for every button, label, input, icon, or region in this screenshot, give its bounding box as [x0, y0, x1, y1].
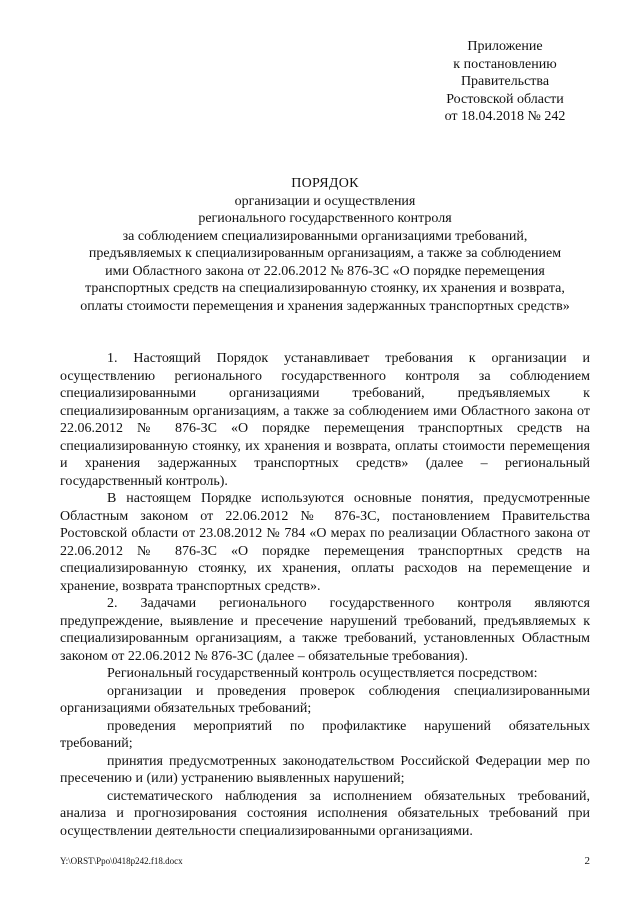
- document-body: [60, 350, 590, 840]
- appendix-line: от 18.04.2018 № 242: [444, 109, 566, 124]
- title-line: организации и осуществления: [234, 193, 416, 209]
- title-line: за соблюдением специализированными организациями требований,: [122, 228, 528, 244]
- body-paragraph: 2. Задачами регионального государственного контроля являются предупреждение, выявление и пресечение нарушений требований, предъявляемых к специализированным организациям, а также требований, установленных Областным законом от 22.06.2012 № 876-ЗС (далее – обязательные требования).: [60, 596, 590, 664]
- title-line: транспортных средств на специализированную стоянку, их хранения и возврата,: [85, 281, 565, 296]
- appendix-block: [420, 38, 590, 126]
- body-paragraph: Региональный государственный контроль осуществляется посредством:: [107, 666, 538, 681]
- title-line: регионального государственного контроля: [198, 211, 452, 226]
- file-path: Y:\ORST\Ppo\0418p242.f18.docx: [60, 856, 183, 866]
- title-line: предъявляемых к специализированным организациям, а также за соблюдением: [88, 246, 562, 261]
- title-line: ими Областного закона от 22.06.2012 № 876-ЗС «О порядке перемещения: [105, 263, 545, 279]
- appendix-line: к постановлению: [453, 56, 557, 72]
- appendix-line: Правительства: [460, 74, 550, 89]
- document-title: [60, 175, 590, 315]
- body-paragraph: организации и проведения проверок соблюдения специализированными организациями обязательных требований;: [60, 683, 590, 716]
- body-paragraph: систематического наблюдения за исполнением обязательных требований, анализа и прогнозирования состояния исполнения обязательных требований при осуществлении деятельности специализированными организациями.: [60, 788, 590, 839]
- page-number: 2: [584, 855, 590, 867]
- body-paragraph: проведения мероприятий по профилактике нарушений обязательных требований;: [60, 718, 590, 751]
- body-paragraph: принятия предусмотренных законодательством Российской Федерации мер по пресечению и (или) устранению выявленных нарушений;: [60, 753, 590, 786]
- title-line: оплаты стоимости перемещения и хранения задержанных транспортных средств»: [80, 298, 570, 314]
- appendix-line: Приложение: [467, 39, 543, 54]
- appendix-line: Ростовской области: [446, 91, 564, 107]
- body-paragraph: В настоящем Порядке используются основные понятия, предусмотренные Областным законом от 22.06.2012 № 876-ЗС, постановлением Правительства Ростовской области от 23.08.2012 № 784 «О мерах по реализации Областного закона от 22.06.2012 № 876-ЗС «О порядке перемещения транспортных средств на специализированную стоянку, их хранения, оплаты расходов на перемещение и хранение, возврата транспортных средств».: [60, 491, 590, 594]
- title-heading: ПОРЯДОК: [291, 176, 359, 191]
- body-paragraph: 1. Настоящий Порядок устанавливает требования к организации и осуществлению регионального государственного контроля за соблюдением специализированными организациями требований, предъявляемых к специализированным организациям, а также за соблюдением ими Областного закона от 22.06.2012 № 876-ЗС «О порядке перемещения транспортных средств на специализированную стоянку, их хранения и возврата, оплаты стоимости перемещения и хранения задержанных транспортных средств» (далее – региональный государственный контроль).: [60, 351, 590, 489]
